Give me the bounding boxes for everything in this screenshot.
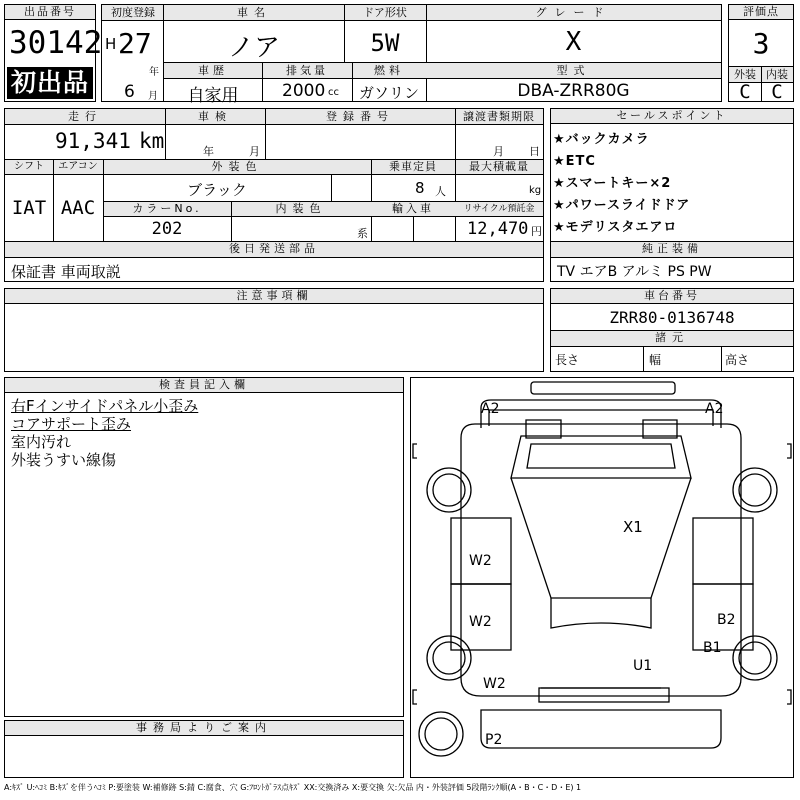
grade: X — [565, 27, 582, 57]
interior-color-suffix: 系 — [357, 227, 368, 240]
mileage-unit: km — [139, 129, 165, 153]
vehicle-header-table — [101, 4, 722, 106]
max-load-unit: kg — [529, 185, 542, 196]
month-unit: 月 — [148, 91, 158, 102]
mileage: 91,341 — [55, 129, 131, 153]
damage-mark-a2-right: A2 — [705, 401, 724, 417]
office-box — [4, 720, 404, 778]
era: H — [105, 35, 117, 53]
first-reg-label: 初度登録 — [111, 6, 155, 19]
history-label: 車歴 — [198, 64, 228, 77]
damage-mark-x1: X1 — [623, 518, 643, 536]
inspector-label: 検査員記入欄 — [5, 378, 403, 393]
interior-color-label: 内装色 — [275, 202, 327, 215]
height-label: 高さ — [725, 353, 750, 367]
fuel-label: 燃料 — [374, 64, 404, 77]
door-label: ドア形状 — [363, 6, 407, 19]
interior-grade: C — [771, 81, 783, 103]
equipment-label: 純正装備 — [551, 242, 793, 258]
inspection-label: 車検 — [198, 110, 232, 123]
fuel: ガソリン — [358, 84, 419, 102]
shift: IAT — [11, 197, 47, 219]
chassis-number: ZRR80-0136748 — [609, 308, 735, 327]
lot-number-box — [4, 4, 103, 102]
damage-mark-w2-bottom: W2 — [483, 676, 506, 692]
displacement-unit: cc — [328, 87, 339, 98]
details-table — [4, 108, 544, 282]
inspector-note: コアサポート歪み — [11, 415, 132, 433]
inspector-box — [4, 377, 404, 717]
capacity-label: 乗車定員 — [389, 160, 437, 173]
capacity-unit: 人 — [435, 185, 446, 198]
damage-mark-a2-left: A2 — [481, 401, 500, 417]
import-label: 輸入車 — [392, 202, 434, 215]
exterior-color: ブラック — [187, 181, 247, 199]
capacity: 8 — [415, 179, 425, 197]
notes-box — [4, 288, 544, 372]
exterior-label: 外装 — [734, 68, 756, 81]
legend: A:ｷｽﾞ U:ﾍｺﾐ B:ｷｽﾞを伴うﾍｺﾐ P:要塗装 W:補修跡 S:錆 C:腐食、穴 G:ﾌﾛﾝﾄｶﾞﾗｽ点ｷｽﾞ XX:交換済み X:要交換 欠:欠品 内・外装評価 5段階ﾗﾝｸ順(A・B・C・D・E) 1 — [4, 783, 582, 792]
damage-mark-w2-rear: W2 — [469, 614, 492, 630]
first-reg-month: 6 — [124, 82, 135, 102]
damage-mark-u1: U1 — [633, 658, 653, 674]
first-reg-year: 27 — [118, 27, 152, 60]
car-outline — [411, 378, 793, 777]
interior-label: 内装 — [766, 68, 788, 81]
recycle-label: リサイクル預託金 — [463, 204, 535, 214]
year-unit: 年 — [149, 67, 159, 78]
transfer-day-unit: 日 — [529, 145, 540, 158]
max-load-label: 最大積載量 — [469, 160, 529, 173]
damage-mark-b2: B2 — [717, 612, 736, 628]
inspection-year-unit: 年 — [203, 145, 214, 158]
transfer-month-unit: 月 — [493, 145, 504, 158]
aircon: AAC — [60, 197, 96, 219]
color-number: 202 — [151, 219, 183, 239]
recycle-unit: 円 — [531, 225, 542, 238]
sales-point-item: ★パワースライドドア — [553, 198, 691, 213]
notes-label: 注意事項欄 — [5, 289, 543, 304]
exterior-grade: C — [739, 81, 751, 103]
inspector-note: 右Fインサイドパネル小歪み — [11, 397, 199, 415]
inspection-month-unit: 月 — [249, 145, 260, 158]
first-listing-badge: 初出品 — [7, 67, 93, 99]
sales-point-item: ★バックカメラ — [553, 132, 650, 147]
aircon-label: エアコン — [58, 161, 98, 172]
damage-mark-p2: P2 — [485, 732, 503, 748]
color-number-label: カラーNo. — [132, 202, 202, 215]
car-name-label: 車名 — [237, 6, 271, 19]
color-label: 外装色 — [211, 160, 263, 173]
sales-point-item: ★モデリスタエアロ — [553, 220, 678, 235]
sales-point-item: ★スマートキー×2 — [553, 176, 672, 191]
displacement-label: 排気量 — [286, 64, 328, 77]
car-name: ノア — [227, 33, 280, 63]
damage-mark-b1: B1 — [703, 640, 722, 656]
lot-number: 30142 — [9, 25, 103, 61]
shift-label: シフト — [14, 161, 44, 172]
sales-points-label: セールスポイント — [551, 109, 793, 124]
damage-mark-w2-front: W2 — [469, 553, 492, 569]
transfer-deadline-label: 譲渡書類期限 — [463, 110, 535, 123]
door-type: 5W — [370, 29, 400, 57]
chassis-label: 車台番号 — [551, 289, 793, 304]
inspector-note: 室内汚れ — [11, 433, 72, 451]
score-label: 評価点 — [729, 5, 793, 20]
sales-point-item: ★ETC — [553, 154, 596, 169]
reg-number-label: 登録番号 — [326, 110, 394, 123]
length-label: 長さ — [555, 353, 580, 367]
office-label: 事務局よりご案内 — [5, 721, 403, 736]
inspector-note: 外装うすい線傷 — [11, 451, 117, 469]
later-parts: 保証書 車両取説 — [11, 263, 121, 281]
dims-label: 諸元 — [551, 331, 793, 347]
mileage-label: 走行 — [68, 110, 102, 123]
later-parts-label: 後日発送部品 — [5, 242, 543, 258]
lot-number-label: 出品番号 — [5, 5, 95, 20]
model-label: 型式 — [556, 64, 591, 77]
equipment: TV エアB アルミ PS PW — [557, 264, 712, 280]
sales-points-box — [550, 108, 794, 282]
score-box — [728, 4, 794, 102]
score: 3 — [752, 27, 770, 60]
vehicle-history: 自家用 — [187, 86, 239, 106]
chassis-box — [550, 288, 794, 372]
damage-diagram — [410, 377, 794, 778]
width-label: 幅 — [649, 353, 662, 367]
displacement: 2000 — [282, 81, 326, 101]
grade-label: グレード — [535, 6, 612, 19]
model-code: DBA-ZRR80G — [517, 81, 630, 101]
recycle-fee: 12,470 — [467, 219, 529, 239]
